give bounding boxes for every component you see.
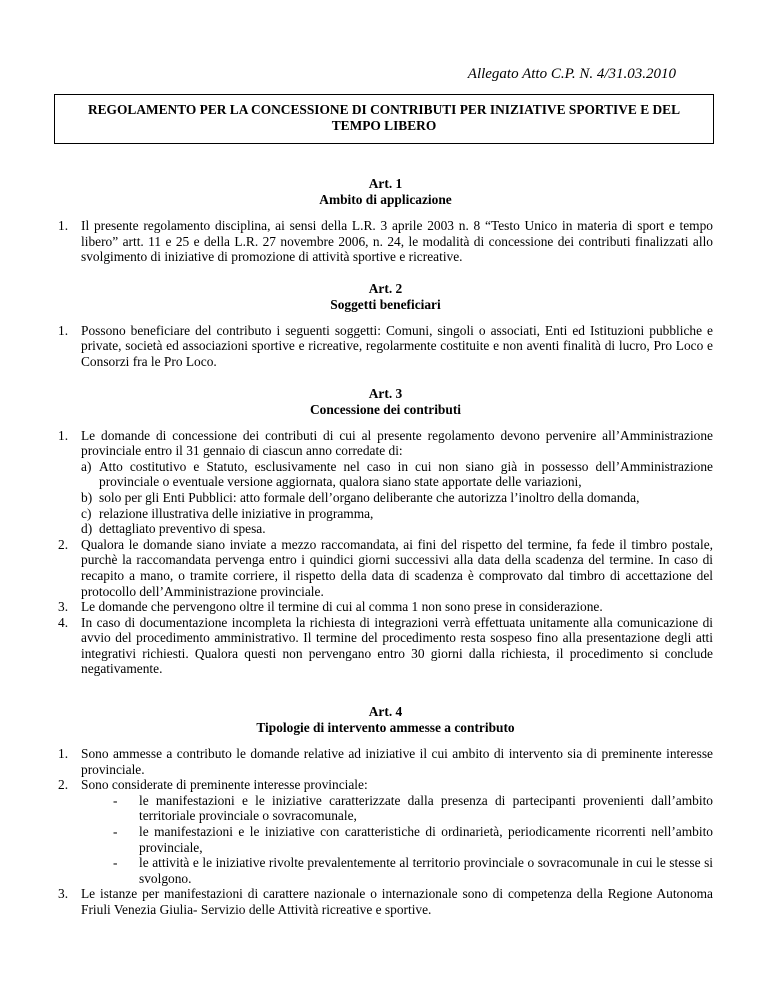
- article-clauses: [58, 323, 713, 370]
- article-heading: [58, 386, 713, 418]
- document-body: [58, 176, 713, 918]
- article-heading: [58, 176, 713, 208]
- clause-number: 1.: [58, 746, 69, 762]
- article-number: Art. 1: [368, 176, 403, 191]
- clause-text: Le domande di concessione dei contributi di cui al presente regolamento devono pervenire all’Amministrazione provinciale entro il 31 gennaio di ciascun anno corredate di:: [81, 427, 713, 459]
- document-title-box: [54, 94, 714, 144]
- article-clauses: [58, 746, 713, 918]
- sub-clause-letter: b): [81, 489, 93, 505]
- clause-text: Sono considerate di preminente interesse provinciale:: [81, 777, 368, 793]
- clause: [58, 218, 713, 265]
- article-title: Soggetti beneficiari: [330, 296, 441, 312]
- clause-text: Sono ammesse a contributo le domande relative ad iniziative il cui ambito di intervento sia di preminente interesse provinciale.: [81, 746, 713, 777]
- clause-text: Le domande che pervengono oltre il termine di cui al comma 1 non sono prese in considerazione.: [81, 599, 603, 615]
- dash-list: [81, 793, 713, 887]
- article-number: Art. 2: [368, 280, 403, 296]
- clause: [58, 323, 713, 370]
- article-title: Concessione dei contributi: [309, 401, 462, 417]
- dash-marker: -: [113, 824, 118, 840]
- dash-item: [81, 824, 713, 855]
- clause-number: 1.: [58, 427, 69, 443]
- sub-clause-text: solo per gli Enti Pubblici: atto formale dell’organo deliberante che autorizza l’inoltro della domanda,: [99, 489, 640, 505]
- sub-clause: [81, 459, 713, 490]
- clause: [58, 599, 713, 615]
- document-reference: Allegato Atto C.P. N. 4/31.03.2010: [467, 66, 676, 82]
- clause-text: In caso di documentazione incompleta la richiesta di integrazioni verrà effettuata unitamente alla comunicazione di avvio del procedimento amministrativo. Il termine del procedimento resta sospeso fino alla presentazione degli atti integrativi richiesti. Qualora questi non pervengano entro 30 giorni dalla richiesta, il procedimento si conclude negativamente.: [81, 614, 713, 677]
- clause-text: Il presente regolamento disciplina, ai sensi della L.R. 3 aprile 2003 n. 8 “Testo Unico in materia di sport e tempo libero” artt. 11 e 25 e della L.R. 27 novembre 2006, n. 24, le modalità di concessione dei contributi finalizzati allo svolgimento di iniziative di promozione di attività sportive e ricreative.: [81, 218, 713, 265]
- article-title: Tipologie di intervento ammesse a contributo: [256, 720, 515, 736]
- clause-number: 2.: [58, 536, 69, 552]
- sub-clause-letter: d): [81, 521, 93, 537]
- clause: [58, 777, 713, 886]
- document-title-line-2: TEMPO LIBERO: [331, 118, 437, 133]
- document-title-line-1: REGOLAMENTO PER LA CONCESSIONE DI CONTRIBUTI PER INIZIATIVE SPORTIVE E DEL: [87, 102, 681, 117]
- clause-number: 3.: [58, 599, 69, 615]
- sub-clause-letter: c): [81, 505, 92, 521]
- article-clauses: [58, 428, 713, 678]
- sub-clause-text: relazione illustrativa delle iniziative in programma,: [99, 505, 374, 521]
- clause: [58, 886, 713, 917]
- sub-clause-letter: a): [81, 458, 92, 474]
- clause-number: 2.: [58, 777, 69, 793]
- clause-number: 4.: [58, 614, 69, 630]
- article-title: Ambito di applicazione: [319, 192, 452, 207]
- clause: [58, 428, 713, 537]
- clause: [58, 746, 713, 777]
- dash-item-text: le manifestazioni e le iniziative con caratteristiche di ordinarietà, periodicamente ricorrenti nell’ambito provinciale,: [139, 824, 713, 855]
- sub-clauses: [81, 459, 713, 537]
- dash-marker: -: [113, 792, 118, 808]
- sub-clause-text: dettagliato preventivo di spesa.: [99, 521, 266, 537]
- sub-clause: [81, 490, 713, 506]
- clause-number: 1.: [58, 218, 69, 233]
- clause-number: 1.: [58, 322, 69, 338]
- clause-text: Le istanze per manifestazioni di carattere nazionale o internazionale sono di competenza della Regione Autonoma Friuli Venezia Giulia- Servizio delle Attività ricreative e sportive.: [81, 886, 713, 917]
- article-number: Art. 3: [368, 385, 403, 401]
- clause: [58, 615, 713, 677]
- dash-item-text: le manifestazioni e le iniziative caratterizzate dalla presenza di partecipanti provenienti dall’ambito territoriale provinciale o sovracomunale,: [139, 792, 713, 824]
- clause: [58, 537, 713, 599]
- clause-text: Possono beneficiare del contributo i seguenti soggetti: Comuni, singoli o associati, Enti ed Istituzioni pubbliche e private, società ed associazioni sportive e ricreative, regolarmente costituite e non aventi finalità di lucro, Pro Loco e Consorzi fra le Pro Loco.: [81, 322, 713, 369]
- dash-marker: -: [113, 855, 118, 871]
- article-heading: [58, 281, 713, 313]
- article-clauses: [58, 218, 713, 265]
- dash-item: [81, 793, 713, 824]
- clause-number: 3.: [58, 886, 69, 902]
- dash-item: [81, 855, 713, 886]
- article-number: Art. 4: [368, 704, 403, 720]
- dash-item-text: le attività e le iniziative rivolte prevalentemente al territorio provinciale o sovracomunale in cui le stesse si svolgono.: [139, 855, 713, 886]
- clause-text: Qualora le domande siano inviate a mezzo raccomandata, ai fini del rispetto del termine, fa fede il timbro postale, purchè la raccomandata pervenga entro i quindici giorni successivi alla data della scadenza del termine. In caso di recapito a mano, o tramite corriere, il rispetto della data di scadenza è comprovato dal timbro di accettazione del protocollo dell’Amministrazione provinciale.: [81, 536, 713, 599]
- sub-clause: [81, 506, 713, 522]
- sub-clause-text: Atto costitutivo e Statuto, esclusivamente nel caso in cui non siano già in possesso dell’Amministrazione provinciale o eventuale versione aggiornata, qualora siano state apportate delle variazioni,: [99, 458, 713, 490]
- article-heading: [58, 704, 713, 736]
- sub-clause: [81, 521, 713, 537]
